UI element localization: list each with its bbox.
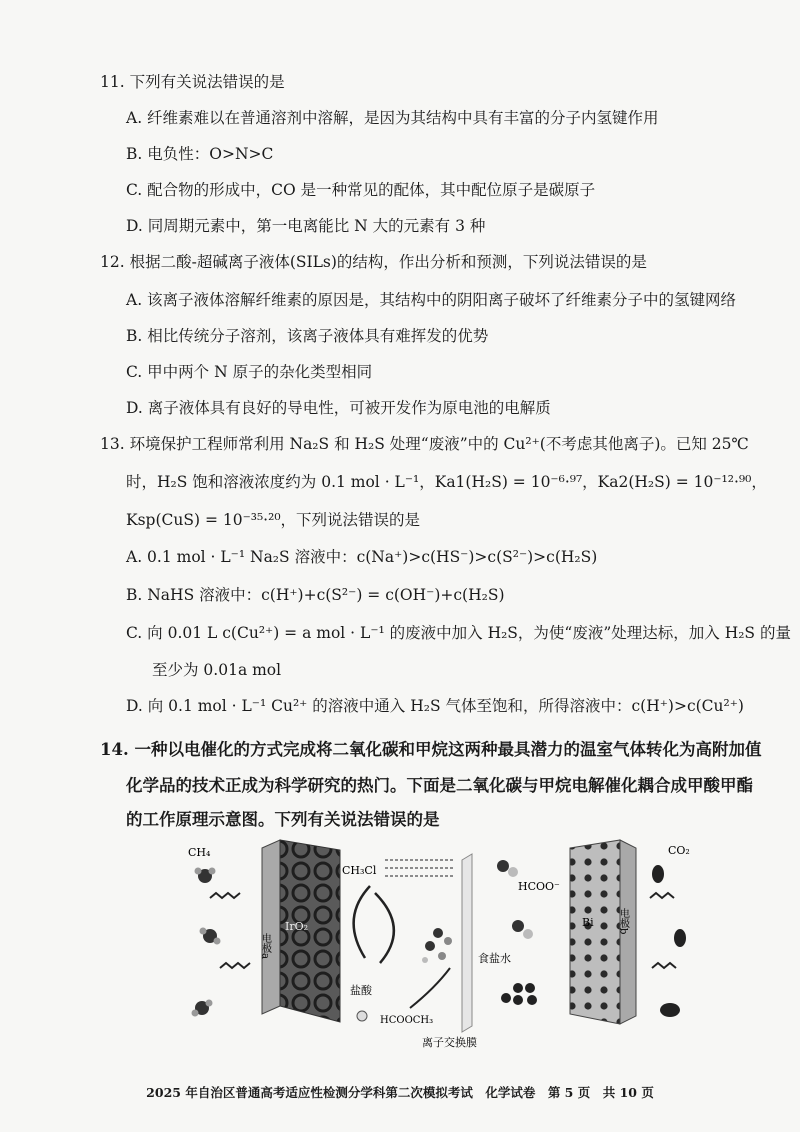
wave-arrow-icon xyxy=(220,963,250,968)
q13-stem-line1: 13. 环境保护工程师常利用 Na₂S 和 H₂S 处理“废液”中的 Cu²⁺(不考虑其他离子)。已知 25℃ xyxy=(100,435,749,453)
wave-arrow-icon xyxy=(210,893,240,898)
wave-arrow-icon xyxy=(650,893,674,898)
q11-option-a: A. 纤维素难以在普通溶剂中溶解，是因为其结构中具有丰富的分子内氢键作用 xyxy=(126,109,659,127)
q14-stem-line3: 的工作原理示意图。下列有关说法错误的是 xyxy=(126,810,440,829)
brine-label: 食盐水 xyxy=(478,952,511,965)
hcooch3-molecule xyxy=(422,928,452,963)
ion-exchange-membrane xyxy=(462,854,472,1032)
q14-stem-line1: 14. 一种以电催化的方式完成将二氧化碳和甲烷这两种最具潜力的温室气体转化为高附加值 xyxy=(100,740,762,759)
q13-stem-line2: 时，H₂S 饱和溶液浓度约为 0.1 mol · L⁻¹，Ka1(H₂S) = 10⁻⁶·⁹⁷，Ka2(H₂S) = 10⁻¹²·⁹⁰， xyxy=(126,473,767,491)
q12-option-d: D. 离子液体具有良好的导电性，可被开发作为原电池的电解质 xyxy=(126,399,551,417)
q14-stem-line2: 化学品的技术正成为科学研究的热门。下面是二氧化碳与甲烷电解催化耦合成甲酸甲酯 xyxy=(126,776,753,795)
na-cl-ions xyxy=(501,983,537,1005)
hcoo-label: HCOO⁻ xyxy=(518,880,560,893)
ch4-molecules xyxy=(192,868,221,1017)
q12-option-b: B. 相比传统分子溶剂，该离子液体具有难挥发的优势 xyxy=(126,327,489,345)
iro2-label: IrO₂ xyxy=(285,920,309,933)
curved-arrow-icon xyxy=(375,893,394,963)
ch4-label: CH₄ xyxy=(188,846,211,859)
q13-option-c-line1: C. 向 0.01 L c(Cu²⁺) = a mol · L⁻¹ 的废液中加入 H₂S，为使“废液”处理达标，加入 H₂S 的量 xyxy=(126,624,791,642)
wave-arrow-icon xyxy=(652,963,676,968)
co2-molecules xyxy=(652,865,686,1017)
hcooch3-label: HCOOCH₃ xyxy=(380,1015,434,1026)
q13-option-b: B. NaHS 溶液中：c(H⁺)+c(S²⁻) = c(OH⁻)+c(H₂S) xyxy=(126,586,505,604)
arrow-icon xyxy=(410,968,450,1008)
electrode-a-label: 电极a xyxy=(259,933,271,959)
membrane-label: 离子交换膜 xyxy=(422,1036,477,1049)
q13-option-d: D. 向 0.1 mol · L⁻¹ Cu²⁺ 的溶液中通入 H₂S 气体至饱和，所得溶液中：c(H⁺)>c(Cu²⁺) xyxy=(126,697,744,715)
q11-stem: 11. 下列有关说法错误的是 xyxy=(100,73,285,91)
q12-stem: 12. 根据二酸-超碱离子液体(SILs)的结构，作出分析和预测，下列说法错误的是 xyxy=(100,253,647,271)
electrode-b-label: 电极b xyxy=(617,908,629,935)
q13-option-a: A. 0.1 mol · L⁻¹ Na₂S 溶液中：c(Na⁺)>c(HS⁻)>c(S²⁻)>c(H₂S) xyxy=(126,548,598,566)
q11-option-d: D. 同周期元素中，第一电离能比 N 大的元素有 3 种 xyxy=(126,217,486,235)
co2-label: CO₂ xyxy=(668,844,690,857)
curved-arrow-icon xyxy=(354,886,370,958)
bi-catalyst-layer xyxy=(570,840,620,1024)
q13-stem-line3: Ksp(CuS) = 10⁻³⁵·²⁰，下列说法错误的是 xyxy=(126,511,421,529)
bi-label: Bi xyxy=(582,916,594,929)
q13-option-c-line2: 至少为 0.01a mol xyxy=(152,661,282,679)
q12-option-c: C. 甲中两个 N 原子的杂化类型相同 xyxy=(126,363,373,381)
hcl-label: 盐酸 xyxy=(350,984,372,997)
electrolysis-diagram xyxy=(180,838,700,1050)
q11-option-b: B. 电负性：O>N>C xyxy=(126,145,274,163)
h-ion xyxy=(357,1011,367,1021)
q11-option-c: C. 配合物的形成中，CO 是一种常见的配体，其中配位原子是碳原子 xyxy=(126,181,596,199)
page-footer: 2025 年自治区普通高考适应性检测分学科第二次模拟考试 化学试卷 第 5 页 共 10 页 xyxy=(146,1085,654,1100)
q12-option-a: A. 该离子液体溶解纤维素的原因是，其结构中的阴阳离子破坏了纤维素分子中的氢键网络 xyxy=(126,291,737,309)
ch3cl-label: CH₃Cl xyxy=(342,864,377,877)
electrode-a xyxy=(259,840,280,1014)
